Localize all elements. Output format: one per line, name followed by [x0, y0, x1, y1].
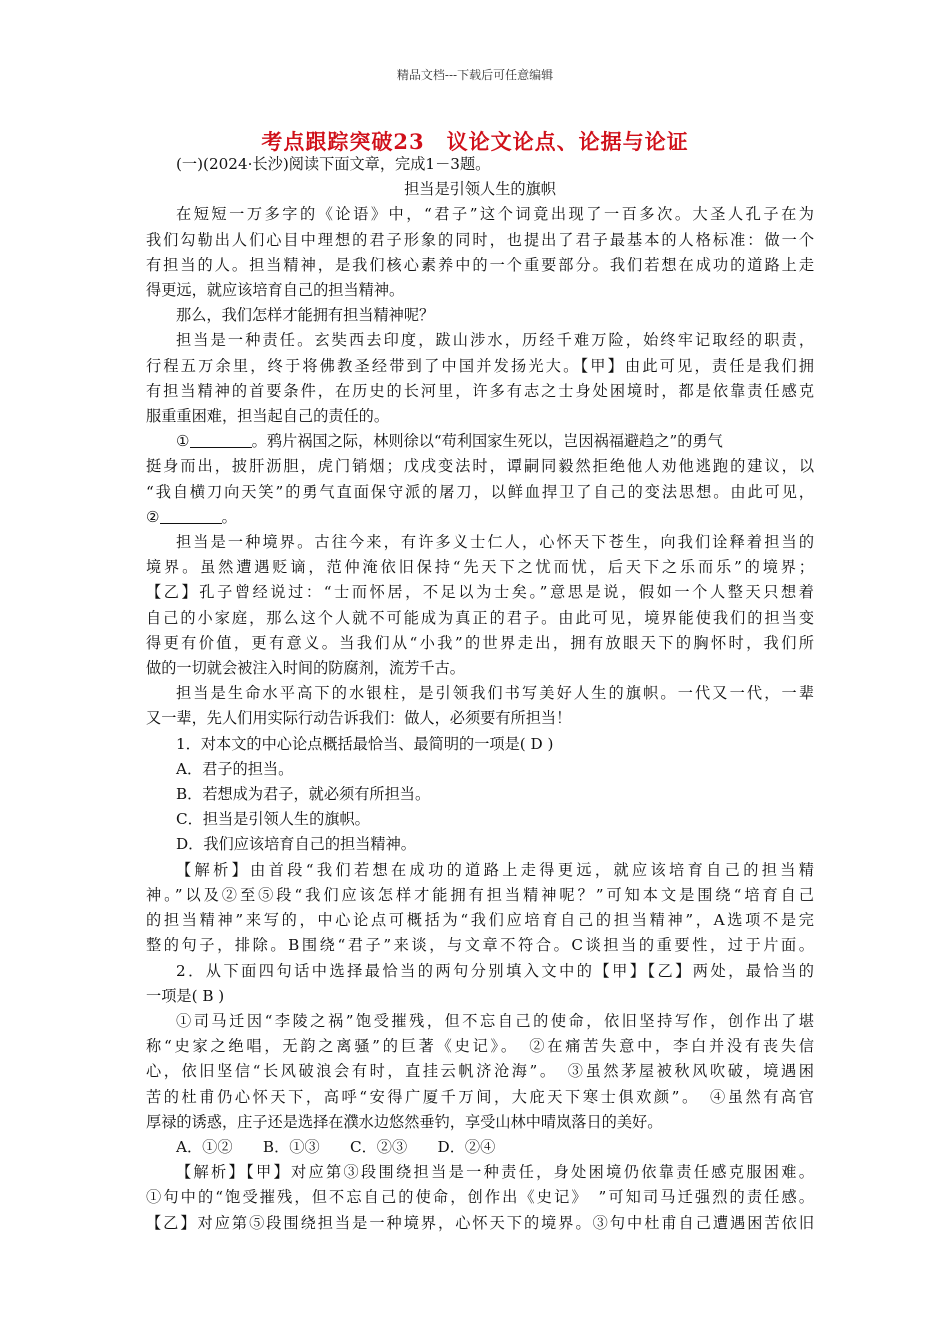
question-2 — [146, 959, 814, 1009]
text-line: 苦的杜甫仍心怀天下，高呼“安得广厦千万间，大庇天下寒士俱欢颜”。 ④虽然有高官 — [146, 1087, 814, 1106]
text-line — [146, 505, 814, 530]
blank-marker-2: ② — [146, 507, 160, 526]
text-line: 整的句子，排除。B围绕“君子”来谈，与文章不符合。C谈担当的重要性，过于片面。 — [146, 936, 814, 955]
text-line: 心，依旧坚信“长风破浪会有时，直挂云帆济沧海”。 ③虽然茅屋被秋风吹破，境遇困 — [146, 1062, 814, 1081]
text-line: 又一辈，先人们用实际行动告诉我们：做人，必须要有所担当！ — [146, 709, 572, 728]
fill-blank-1 — [190, 433, 252, 448]
text-line: 担当是一种责任。玄奘西去印度，跋山涉水，历经千难万险，始终牢记取经的职责， — [176, 331, 814, 350]
text-line — [146, 429, 814, 454]
paragraph-3 — [146, 328, 814, 429]
analysis-1 — [146, 858, 814, 959]
paragraph-2: 那么，我们怎样才能拥有担当精神呢？ — [176, 306, 435, 325]
analysis-2 — [146, 1160, 814, 1236]
option-d: D．我们应该培育自己的担当精神。 — [176, 835, 416, 854]
text-segment: 。 — [221, 507, 237, 526]
answer-options: A．①② B．①③ C．②③ D．②④ — [176, 1137, 496, 1156]
text-line: 境界。虽然遭遇贬谪，范仲淹依旧保持“先天下之忧而忧，后天下之乐而乐”的境界； — [146, 558, 814, 577]
text-line: 得更远，就应该培育自己的担当精神。 — [146, 281, 405, 300]
fill-blank-2 — [160, 509, 222, 524]
question-stem: 1．对本文的中心论点概括最恰当、最简明的一项是( D ) — [176, 734, 554, 753]
option-a: A．君子的担当。 — [176, 759, 294, 778]
intro-line: (一)(2024·长沙)阅读下面文章，完成1－3题。 — [176, 155, 491, 173]
essay-title: 担当是引领人生的旗帜 — [404, 180, 556, 199]
paragraph-6 — [146, 681, 814, 731]
text-line: 【解析】【甲】对应第③段围绕担当是一种责任，身处困境仍依靠责任感克服困难。 — [176, 1163, 814, 1182]
text-line: 称“史家之绝唱，无韵之离骚”的巨著《史记》。 ②在痛苦失意中，李白并没有丧失信 — [146, 1037, 814, 1056]
text-line: 服重重困难，担当起自己的责任的。 — [146, 407, 389, 426]
text-line: ①司马迁因“李陵之祸”饱受摧残，但不忘自己的使命，依旧坚持写作，创作出了堪 — [176, 1011, 814, 1030]
page-header: 精品文档---下载后可任意编辑 — [396, 68, 554, 82]
text-segment: 。鸦片祸国之际，林则徐以“苟利国家生死以，岂因祸福避趋之”的勇气 — [251, 432, 723, 451]
text-line: 担当是一种境界。古往今来，有许多义士仁人，心怀天下苍生，向我们诠释着担当的 — [176, 533, 814, 552]
option-c: C．担当是引领人生的旗帜。 — [176, 810, 370, 829]
text-line: 【解析】由首段“我们若想在成功的道路上走得更远，就应该培育自己的担当精 — [176, 860, 814, 879]
text-line: 有担当精神的首要条件，在历史的长河里，许多有志之士身处困境时，都是依靠责任感克 — [146, 381, 814, 400]
blank-marker-1: ① — [176, 432, 190, 451]
question-stem: 2．从下面四句话中选择最恰当的两句分别填入文中的【甲】【乙】两处，最恰当的 — [176, 961, 814, 980]
page-title: 考点跟踪突破23 议论文论点、论据与论证 — [261, 129, 689, 154]
question-stem: 一项是( B ) — [146, 986, 225, 1005]
text-line: “我自横刀向天笑”的勇气直面保守派的屠刀，以鲜血捍卫了自己的变法思想。由此可见， — [146, 482, 814, 501]
text-line: ①句中的“饱受摧残，但不忘自己的使命，创作出《史记》 ”可知司马迁强烈的责任感。 — [146, 1188, 814, 1207]
text-line: 挺身而出，披肝沥胆，虎门销烟；戊戌变法时，谭嗣同毅然拒绝他人劝他逃跑的建议，以 — [146, 457, 814, 476]
paragraph-5 — [146, 530, 814, 681]
paragraph-4 — [146, 429, 814, 530]
text-line: 担当是生命水平高下的水银柱，是引领我们书写美好人生的旗帜。一代又一代，一辈 — [176, 684, 814, 703]
document-body — [146, 152, 814, 1236]
text-line: 【乙】孔子曾经说过：“士而怀居，不足以为士矣。”意思是说，假如一个人整天只想着 — [146, 583, 814, 602]
text-line: 【乙】对应第⑤段围绕担当是一种境界，心怀天下的境界。③句中杜甫自己遭遇困苦依旧 — [146, 1213, 814, 1232]
text-line: 做的一切就会被注入时间的防腐剂，流芳千古。 — [146, 659, 465, 678]
option-b: B．若想成为君子，就必须有所担当。 — [176, 785, 431, 804]
text-line: 有担当的人。担当精神，是我们核心素养中的一个重要部分。我们若想在成功的道路上走 — [146, 255, 814, 274]
text-line: 的担当精神”来写的，中心论点可概括为“我们应培育自己的担当精神”，A选项不是完 — [146, 911, 814, 930]
text-line: 在短短一万多字的《论语》中，“君子”这个词竟出现了一百多次。大圣人孔子在为 — [176, 205, 814, 224]
paragraph-1 — [146, 202, 814, 303]
text-line: 我们勾勒出人们心目中理想的君子形象的同时，也提出了君子最基本的人格标准：做一个 — [146, 230, 814, 249]
text-line: 厚禄的诱惑，庄子还是选择在濮水边悠然垂钓，享受山林中晴岚落日的美好。 — [146, 1112, 663, 1131]
question-1 — [146, 732, 814, 858]
text-line: 神。”以及②至⑤段“我们应该怎样才能拥有担当精神呢？”可知本文是围绕“培育自己 — [146, 885, 814, 904]
text-line: 自己的小家庭，那么这个人就不可能成为真正的君子。由此可见，境界能使我们的担当变 — [146, 608, 814, 627]
text-line: 行程五万余里，终于将佛教圣经带到了中国并发扬光大。【甲】由此可见，责任是我们拥 — [146, 356, 814, 375]
sentence-choices — [146, 1009, 814, 1135]
text-line: 得更有价值，更有意义。当我们从“小我”的世界走出，拥有放眼天下的胸怀时，我们所 — [146, 633, 814, 652]
